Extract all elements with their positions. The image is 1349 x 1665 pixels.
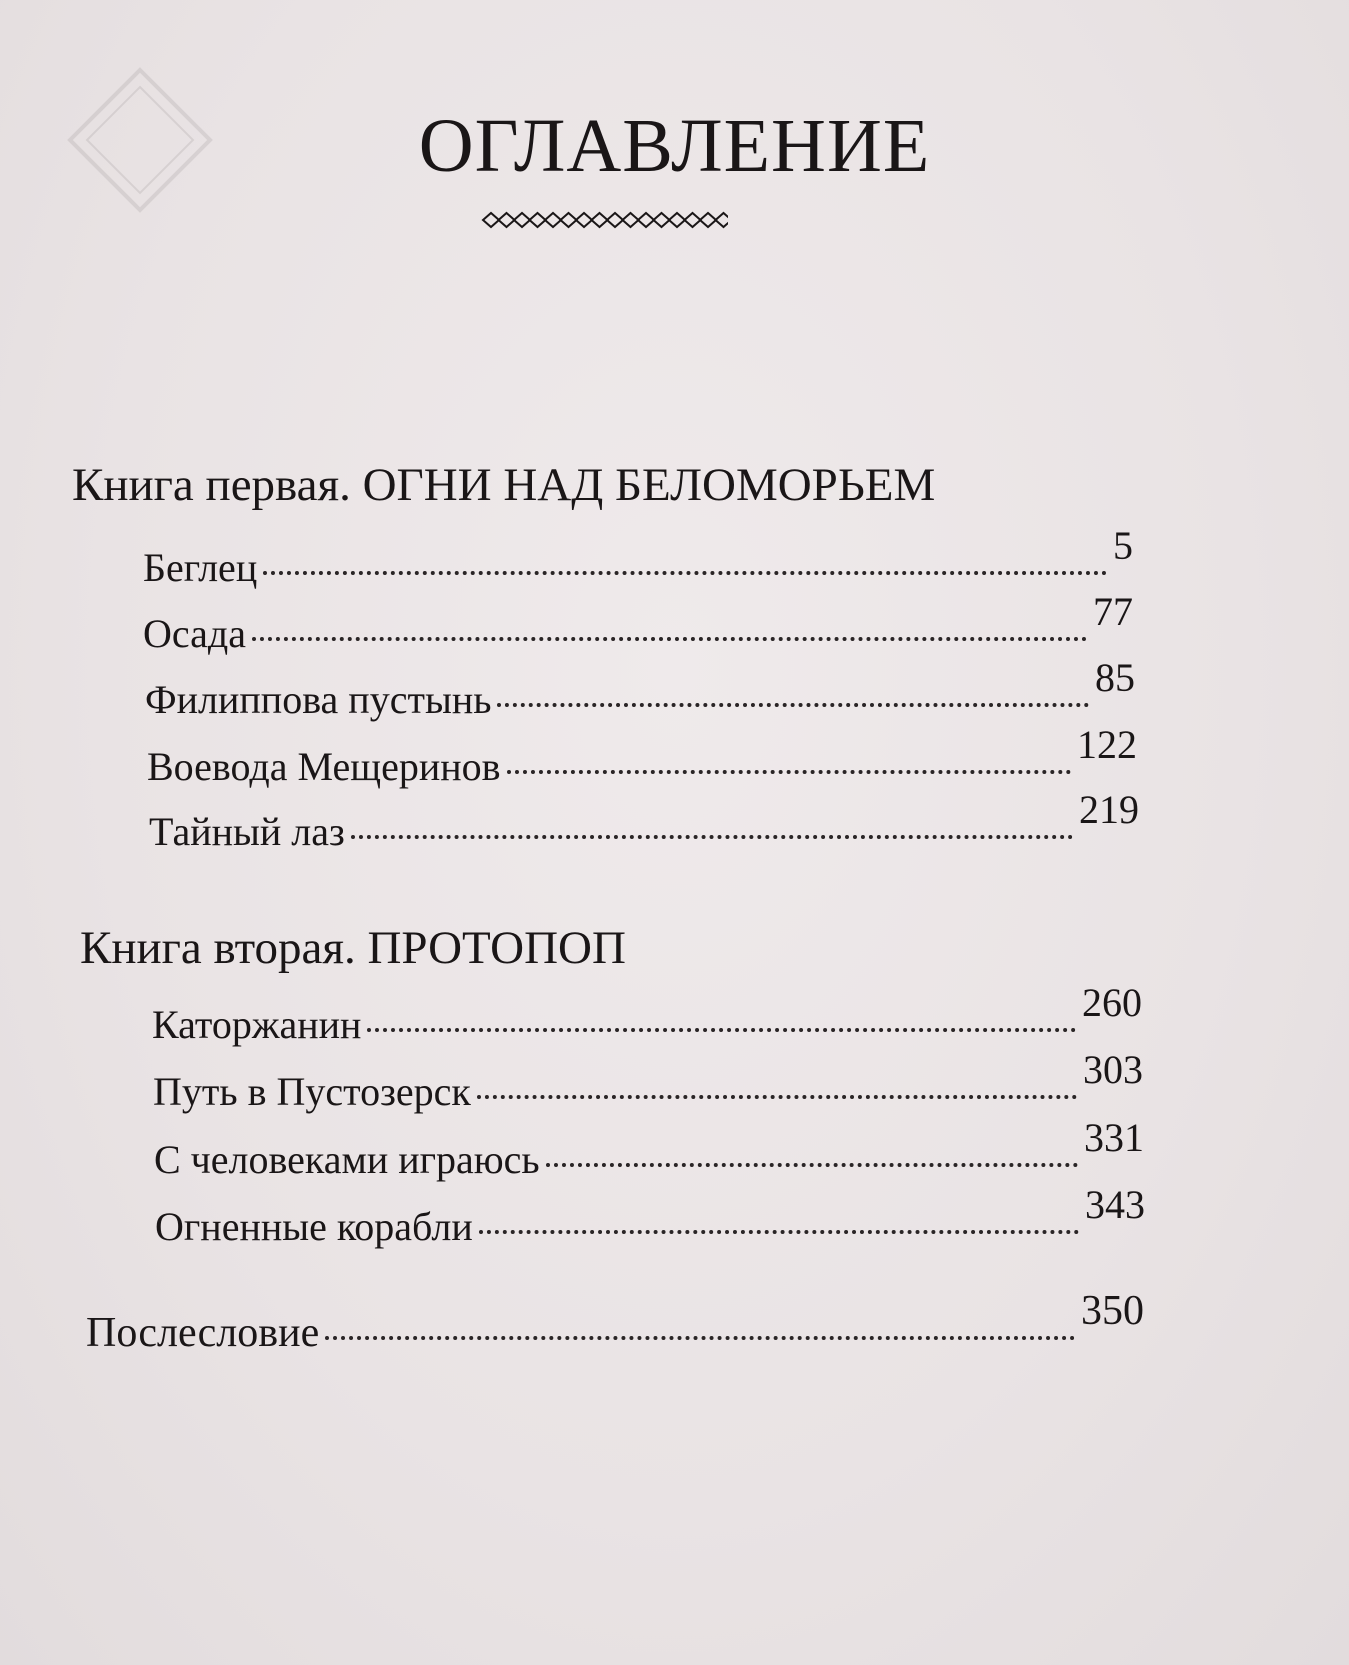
chapter-title: Тайный лаз bbox=[149, 809, 345, 854]
dot-leader bbox=[497, 703, 1089, 707]
toc-entry[interactable] bbox=[155, 1182, 1145, 1249]
page-number: 122 bbox=[1077, 722, 1137, 767]
ornament-diamond bbox=[545, 213, 561, 227]
ornament-diamond bbox=[654, 213, 670, 227]
ornament-diamond bbox=[607, 213, 623, 227]
toc-entry[interactable] bbox=[149, 787, 1139, 854]
dot-leader bbox=[367, 1028, 1076, 1032]
dot-leader bbox=[351, 835, 1073, 839]
ornament-diamond bbox=[592, 213, 608, 227]
book-1-title: Книга первая. ОГНИ НАД БЕЛОМОРЬЕМ bbox=[72, 459, 936, 511]
toc-entry[interactable] bbox=[143, 523, 1133, 590]
chapter-title: Филиппова пустынь bbox=[145, 677, 492, 722]
afterword-title: Послесловие bbox=[86, 1310, 320, 1356]
ornament-diamond bbox=[669, 213, 685, 227]
page-number: 303 bbox=[1083, 1047, 1143, 1092]
dot-leader bbox=[263, 571, 1107, 575]
toc-entry[interactable] bbox=[153, 1047, 1143, 1114]
dot-leader bbox=[507, 770, 1071, 774]
chapter-title: Огненные корабли bbox=[155, 1204, 473, 1249]
page-number: 343 bbox=[1085, 1182, 1145, 1227]
toc-heading: ОГЛАВЛЕНИЕ bbox=[418, 104, 931, 188]
chapter-title: С человеками играюсь bbox=[154, 1137, 540, 1182]
chapter-title: Каторжанин bbox=[152, 1002, 362, 1047]
toc-entry[interactable] bbox=[154, 1115, 1144, 1182]
ornament-diamond bbox=[638, 213, 654, 227]
ornament-diamond bbox=[483, 213, 499, 227]
dot-leader bbox=[325, 1336, 1075, 1340]
page-number: 85 bbox=[1095, 655, 1135, 700]
ornament-diamond bbox=[576, 213, 592, 227]
toc-entry[interactable] bbox=[152, 980, 1142, 1047]
page-number: 77 bbox=[1093, 589, 1133, 634]
chapter-title: Путь в Пустозерск bbox=[153, 1069, 471, 1114]
dot-leader bbox=[477, 1095, 1077, 1099]
ornament-diamond bbox=[561, 213, 577, 227]
chapter-title: Осада bbox=[143, 611, 246, 656]
page-number: 350 bbox=[1081, 1288, 1144, 1334]
ornament-diamond bbox=[530, 213, 546, 227]
dot-leader bbox=[252, 637, 1087, 641]
ornament-diamond bbox=[623, 213, 639, 227]
toc-entry[interactable] bbox=[147, 722, 1137, 789]
ornament-diamond bbox=[499, 213, 515, 227]
book-2-title: Книга вторая. ПРОТОПОП bbox=[80, 922, 626, 974]
dot-leader bbox=[479, 1230, 1079, 1234]
toc-entry-afterword[interactable] bbox=[86, 1288, 1144, 1356]
page-number: 5 bbox=[1113, 523, 1133, 568]
chapter-title: Воевода Мещеринов bbox=[147, 744, 501, 789]
diamond-ornament-icon bbox=[478, 209, 728, 231]
ornament-diamond bbox=[700, 213, 716, 227]
ornament-diamond bbox=[685, 213, 701, 227]
ornament-diamond bbox=[514, 213, 530, 227]
dot-leader bbox=[546, 1163, 1078, 1167]
chapter-title: Беглец bbox=[143, 545, 258, 590]
page-number: 219 bbox=[1079, 787, 1139, 832]
toc-entry[interactable] bbox=[145, 655, 1135, 722]
page-number: 331 bbox=[1084, 1115, 1144, 1160]
toc-entry[interactable] bbox=[143, 589, 1133, 656]
page-number: 260 bbox=[1082, 980, 1142, 1025]
